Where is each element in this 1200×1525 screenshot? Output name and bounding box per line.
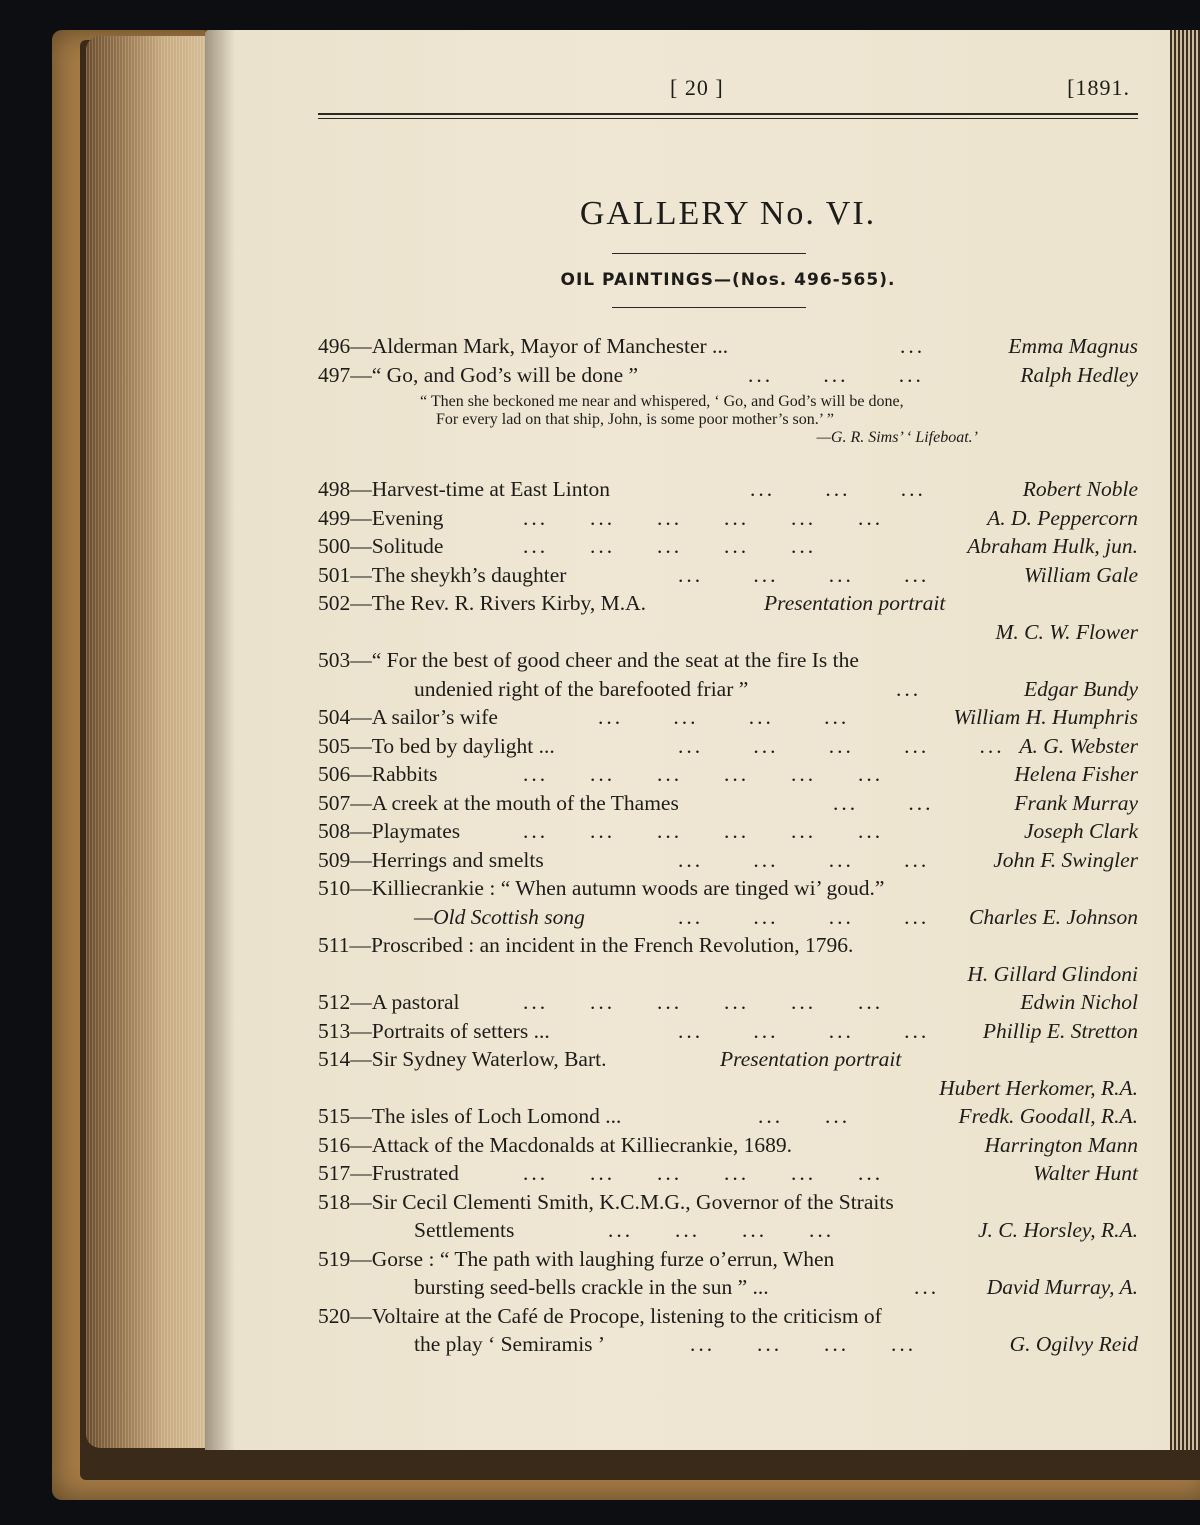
catalogue-entry xyxy=(318,1302,1138,1331)
leader-dots: ... ... ... ... xyxy=(678,1018,930,1043)
entry-artist: Harrington Mann xyxy=(984,1132,1138,1157)
entry-title-continuation: Settlements xyxy=(414,1218,515,1242)
leader-dots: ... ... ... ... xyxy=(598,705,850,729)
page-number: [ 20 ] xyxy=(670,75,724,100)
leader-dots: ... ... ... ... xyxy=(678,904,930,929)
gutter-shadow xyxy=(205,30,235,1450)
leader-dots: ... ... ... ... ... ... xyxy=(523,505,884,530)
entry-title-continuation: bursting seed-bells crackle in the sun ” ... xyxy=(414,1275,769,1299)
entry-artist: Joseph Clark xyxy=(1023,819,1138,843)
entry-artist: Helena Fisher xyxy=(1014,762,1138,786)
entry-title: 520—Voltaire at the Café de Procope, listening to the criticism of xyxy=(318,1303,882,1328)
entry-title: 501—The sheykh’s daughter xyxy=(318,562,567,587)
entry-artist: M. C. W. Flower xyxy=(995,619,1138,644)
catalogue-entry xyxy=(318,1159,1138,1188)
entry-artist: William Gale xyxy=(1023,562,1138,587)
catalogue-entry xyxy=(318,475,1138,504)
section-subtitle: OIL PAINTINGS—(Nos. 496-565). xyxy=(560,270,896,290)
header-year: [1891. xyxy=(1067,75,1130,100)
entry-artist: Edwin Nichol xyxy=(1020,990,1138,1014)
entry-title: 507—A creek at the mouth of the Thames xyxy=(318,790,679,815)
entry-title: 518—Sir Cecil Clementi Smith, K.C.M.G., Governor of the Straits xyxy=(318,1189,894,1214)
entry-title: 496—Alderman Mark, Mayor of Manchester ... xyxy=(318,334,729,358)
catalogue-entry xyxy=(318,1045,1138,1074)
catalogue-entry-continuation xyxy=(318,1330,1138,1359)
catalogue-entry xyxy=(318,1188,1138,1217)
catalogue-list xyxy=(318,332,1138,1359)
entry-artist: Hubert Herkomer, R.A. xyxy=(939,1075,1138,1100)
entry-title-continuation: the play ‘ Semiramis ’ xyxy=(414,1332,606,1356)
leader-dots: ... ... ... ... xyxy=(678,847,930,872)
running-header xyxy=(620,70,1140,110)
leader-dots: ... ... xyxy=(758,1104,851,1128)
entry-artist: A. D. Peppercorn xyxy=(987,505,1138,530)
catalogue-entry-continuation xyxy=(318,903,1138,932)
entry-title: 503—“ For the best of good cheer and the seat at the fire Is the xyxy=(318,648,859,672)
catalogue-entry xyxy=(318,646,1138,675)
leader-dots: ... ... ... ... ... xyxy=(523,534,817,558)
catalogue-entry xyxy=(318,361,1138,390)
entry-artist: William H. Humphris xyxy=(953,705,1138,729)
entry-artist: Abraham Hulk, jun. xyxy=(967,534,1138,558)
entry-title: 513—Portraits of setters ... xyxy=(318,1018,550,1043)
entry-artist: J. C. Horsley, R.A. xyxy=(977,1218,1138,1242)
entry-title: 514—Sir Sydney Waterlow, Bart. xyxy=(318,1047,607,1071)
entry-title: 505—To bed by daylight ... xyxy=(318,733,555,758)
catalogue-entry xyxy=(318,332,1138,361)
entry-title: 515—The isles of Loch Lomond ... xyxy=(318,1104,622,1128)
header-rule-thin xyxy=(318,118,1138,119)
catalogue-entry-artist-line xyxy=(318,960,1138,989)
subtitle-rule xyxy=(612,307,806,308)
entry-artist: John F. Swingler xyxy=(993,847,1138,872)
catalogue-entry-continuation xyxy=(318,1216,1138,1245)
catalogue-entry xyxy=(318,931,1138,960)
entry-artist: G. Ogilvy Reid xyxy=(1009,1332,1138,1356)
leader-dots: ... ... ... ... ... ... xyxy=(523,990,884,1014)
entry-artist: H. Gillard Glindoni xyxy=(967,961,1138,986)
quote-line: “ Then she beckoned me near and whispered, ‘ Go, and God’s will be done, xyxy=(420,393,904,410)
entry-artist: Walter Hunt xyxy=(1033,1161,1138,1185)
entry-title: 504—A sailor’s wife xyxy=(318,705,498,729)
entry-artist: Robert Noble xyxy=(1022,477,1138,501)
leader-dots: ... ... ... xyxy=(748,362,924,387)
leader-dots: ... ... ... xyxy=(750,477,926,501)
entry-artist: Ralph Hedley xyxy=(1020,362,1138,387)
catalogue-entry xyxy=(318,504,1138,533)
entry-note: Presentation portrait xyxy=(764,591,946,615)
entry-title: 519—Gorse : “ The path with laughing furze o’errun, When xyxy=(318,1246,835,1271)
title-rule xyxy=(612,253,806,254)
leader-dots: ... ... ... ... ... ... xyxy=(523,762,884,786)
catalogue-entry xyxy=(318,589,1138,618)
entry-artist: Fredk. Goodall, R.A. xyxy=(958,1104,1138,1128)
entry-title: 500—Solitude xyxy=(318,534,444,558)
catalogue-entry xyxy=(318,561,1138,590)
quote-attribution: —G. R. Sims’ ‘ Lifeboat.’ xyxy=(816,429,978,446)
leader-dots: ... xyxy=(914,1275,940,1299)
entry-artist: Emma Magnus xyxy=(1008,334,1138,358)
leader-dots: ... ... xyxy=(833,790,934,815)
entry-title-continuation: —Old Scottish song xyxy=(414,904,585,929)
catalogue-entry xyxy=(318,789,1138,818)
catalogue-entry xyxy=(318,1102,1138,1131)
entry-title: 508—Playmates xyxy=(318,819,461,843)
entry-artist: Charles E. Johnson xyxy=(968,904,1138,929)
quote-line: For every lad on that ship, John, is some poor mother’s son.’ ” xyxy=(436,411,835,428)
catalogue-entry xyxy=(318,760,1138,789)
leader-dots: ... xyxy=(900,334,926,358)
page-edges xyxy=(86,36,216,1448)
leader-dots: ... xyxy=(896,676,922,701)
catalogue-entry xyxy=(318,874,1138,903)
entry-quotation xyxy=(318,389,1138,455)
entry-artist: David Murray, A. xyxy=(986,1275,1138,1299)
entry-title: 511—Proscribed : an incident in the French Revolution, 1796. xyxy=(318,933,854,957)
header-rule-thick xyxy=(318,113,1138,115)
catalogue-entry xyxy=(318,1017,1138,1046)
entry-artist: A. G. Webster xyxy=(1019,733,1138,758)
entry-title-continuation: undenied right of the barefooted friar ” xyxy=(414,676,749,701)
catalogue-entry xyxy=(318,817,1138,846)
entry-title: 502—The Rev. R. Rivers Kirby, M.A. xyxy=(318,591,647,615)
leader-dots: ... ... ... ... ... ... xyxy=(523,1161,884,1185)
facing-page-edge xyxy=(1170,30,1200,1450)
leader-dots: ... ... ... ... xyxy=(690,1332,917,1356)
entry-title: 497—“ Go, and God’s will be done ” xyxy=(318,362,639,387)
catalogue-entry xyxy=(318,732,1138,761)
entry-title: 506—Rabbits xyxy=(318,762,438,786)
catalogue-entry-artist-line xyxy=(318,1074,1138,1103)
catalogue-entry xyxy=(318,703,1138,732)
catalogue-entry-continuation xyxy=(318,1273,1138,1302)
entry-title: 516—Attack of the Macdonalds at Killiecrankie, 1689. xyxy=(318,1132,793,1157)
leader-dots: ... ... ... ... xyxy=(678,562,930,587)
entry-title: 517—Frustrated xyxy=(318,1161,459,1185)
entry-title: 498—Harvest-time at East Linton xyxy=(318,477,610,501)
entry-title: 509—Herrings and smelts xyxy=(318,847,544,872)
catalogue-entry-artist-line xyxy=(318,618,1138,647)
catalogue-entry xyxy=(318,532,1138,561)
entry-title: 510—Killiecrankie : “ When autumn woods are tinged wi’ goud.” xyxy=(318,876,885,900)
gallery-title: GALLERY No. VI. xyxy=(579,195,877,232)
entry-artist: Edgar Bundy xyxy=(1023,676,1138,701)
entry-note: Presentation portrait xyxy=(720,1047,902,1071)
entry-title: 499—Evening xyxy=(318,505,444,530)
entry-title: 512—A pastoral xyxy=(318,990,460,1014)
leader-dots: ... ... ... ... ... xyxy=(678,733,1005,758)
catalogue-entry xyxy=(318,988,1138,1017)
catalogue-entry xyxy=(318,1245,1138,1274)
leader-dots: ... ... ... ... ... ... xyxy=(523,819,884,843)
leader-dots: ... ... ... ... xyxy=(608,1218,835,1242)
catalogue-entry xyxy=(318,846,1138,875)
catalogue-entry xyxy=(318,1131,1138,1160)
entry-artist: Frank Murray xyxy=(1014,790,1138,815)
entry-artist: Phillip E. Stretton xyxy=(982,1018,1138,1043)
catalogue-entry-continuation xyxy=(318,675,1138,704)
